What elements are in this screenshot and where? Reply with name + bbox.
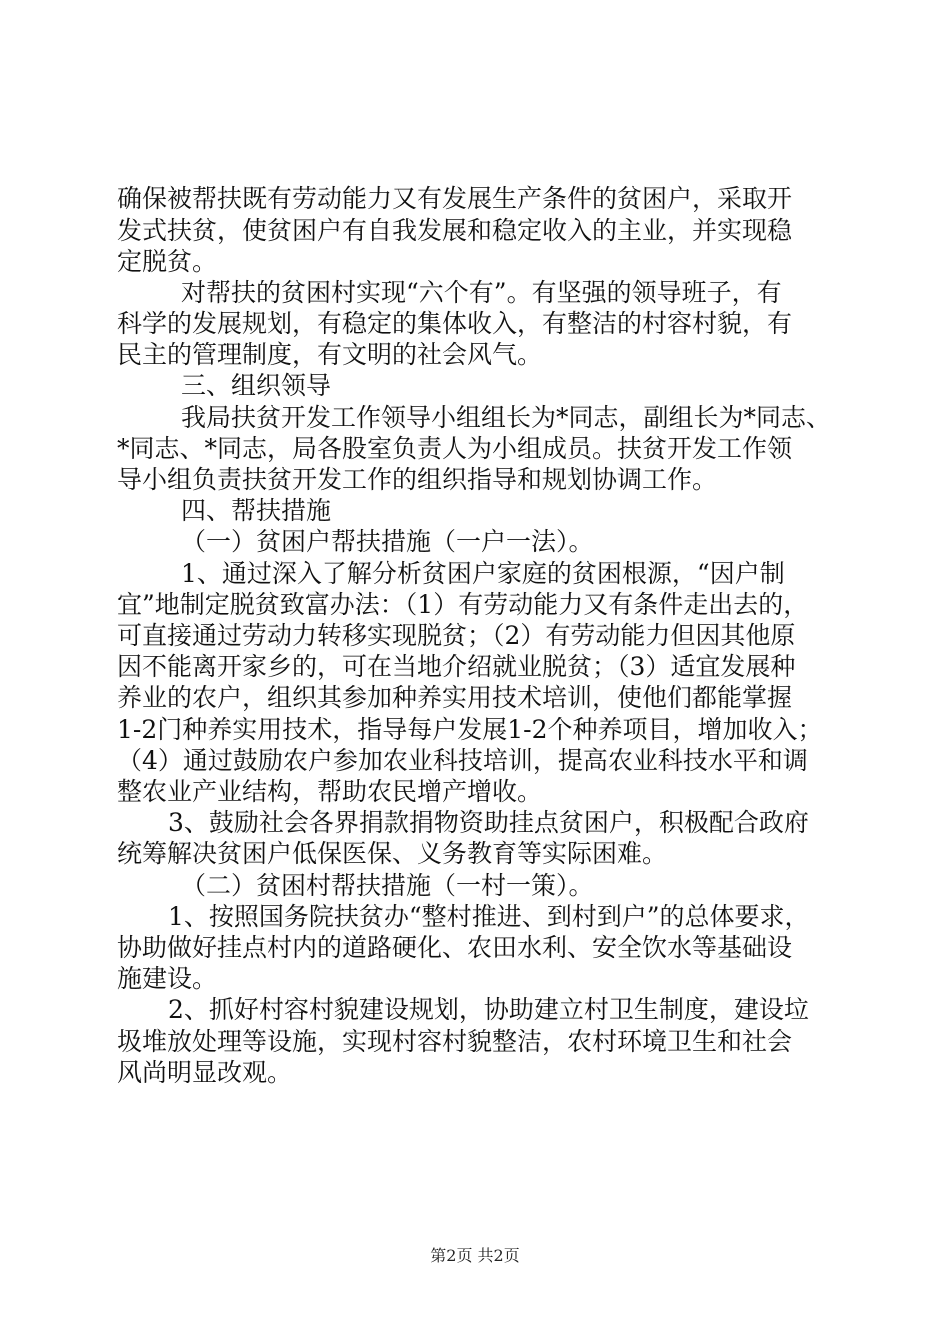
text-line: *同志、*同志，局各股室负责人为小组成员。扶贫开发工作领 bbox=[117, 434, 793, 463]
section-heading: 四、帮扶措施 bbox=[181, 496, 332, 525]
text-line: 1、通过深入了解分析贫困户家庭的贫困根源，“因户制 bbox=[181, 559, 785, 588]
text-line: 圾堆放处理等设施，实现村容村貌整洁，农村环境卫生和社会 bbox=[117, 1027, 793, 1056]
text-line: 整农业产业结构，帮助农民增产增收。 bbox=[117, 777, 543, 806]
text-line: 2、抓好村容村貌建设规划，协助建立村卫生制度，建设垃 bbox=[168, 995, 809, 1024]
text-line: 科学的发展规划，有稳定的集体收入，有整洁的村容村貌，有 bbox=[117, 309, 793, 338]
text-line: 协助做好挂点村内的道路硬化、农田水利、安全饮水等基础设 bbox=[117, 933, 793, 962]
subsection-heading: （一）贫困户帮扶措施（一户一法）。 bbox=[181, 527, 594, 556]
text-line: 确保被帮扶既有劳动能力又有发展生产条件的贫困户，采取开 bbox=[117, 184, 793, 213]
text-line: 可直接通过劳动力转移实现脱贫；（2）有劳动能力但因其他原 bbox=[117, 621, 796, 650]
subsection-heading: （二）贫困村帮扶措施（一村一策）。 bbox=[181, 871, 594, 900]
text-line: 导小组负责扶贫开发工作的组织指导和规划协调工作。 bbox=[117, 465, 718, 494]
text-line: 因不能离开家乡的，可在当地介绍就业脱贫；（3）适宜发展种 bbox=[117, 652, 796, 681]
page-footer: 第2页 共2页 bbox=[430, 1246, 520, 1265]
text-line: 定脱贫。 bbox=[117, 247, 218, 276]
text-line: （4）通过鼓励农户参加农业科技培训，提高农业科技水平和调 bbox=[117, 746, 808, 775]
text-line: 发式扶贫，使贫困户有自我发展和稳定收入的主业，并实现稳 bbox=[117, 216, 793, 245]
text-line: 1、按照国务院扶贫办“整村推进、到村到户”的总体要求， bbox=[168, 902, 810, 931]
section-heading: 三、组织领导 bbox=[181, 371, 332, 400]
text-line: 统筹解决贫困户低保医保、义务教育等实际困难。 bbox=[117, 839, 668, 868]
text-line: 风尚明显改观。 bbox=[117, 1058, 293, 1087]
text-line: 1-2门种养实用技术，指导每户发展1-2个种养项目，增加收入； bbox=[117, 715, 823, 744]
text-line: 宜”地制定脱贫致富办法：（1）有劳动能力又有条件走出去的， bbox=[117, 590, 809, 619]
text-line: 对帮扶的贫困村实现“六个有”。有坚强的领导班子，有 bbox=[181, 278, 782, 307]
text-line: 民主的管理制度，有文明的社会风气。 bbox=[117, 340, 543, 369]
text-line: 施建设。 bbox=[117, 964, 218, 993]
text-line: 养业的农户，组织其参加种养实用技术培训，使他们都能掌握 bbox=[117, 683, 793, 712]
text-line: 3、鼓励社会各界捐款捐物资助挂点贫困户，积极配合政府 bbox=[168, 808, 809, 837]
text-line: 我局扶贫开发工作领导小组组长为*同志，副组长为*同志、 bbox=[181, 403, 832, 432]
